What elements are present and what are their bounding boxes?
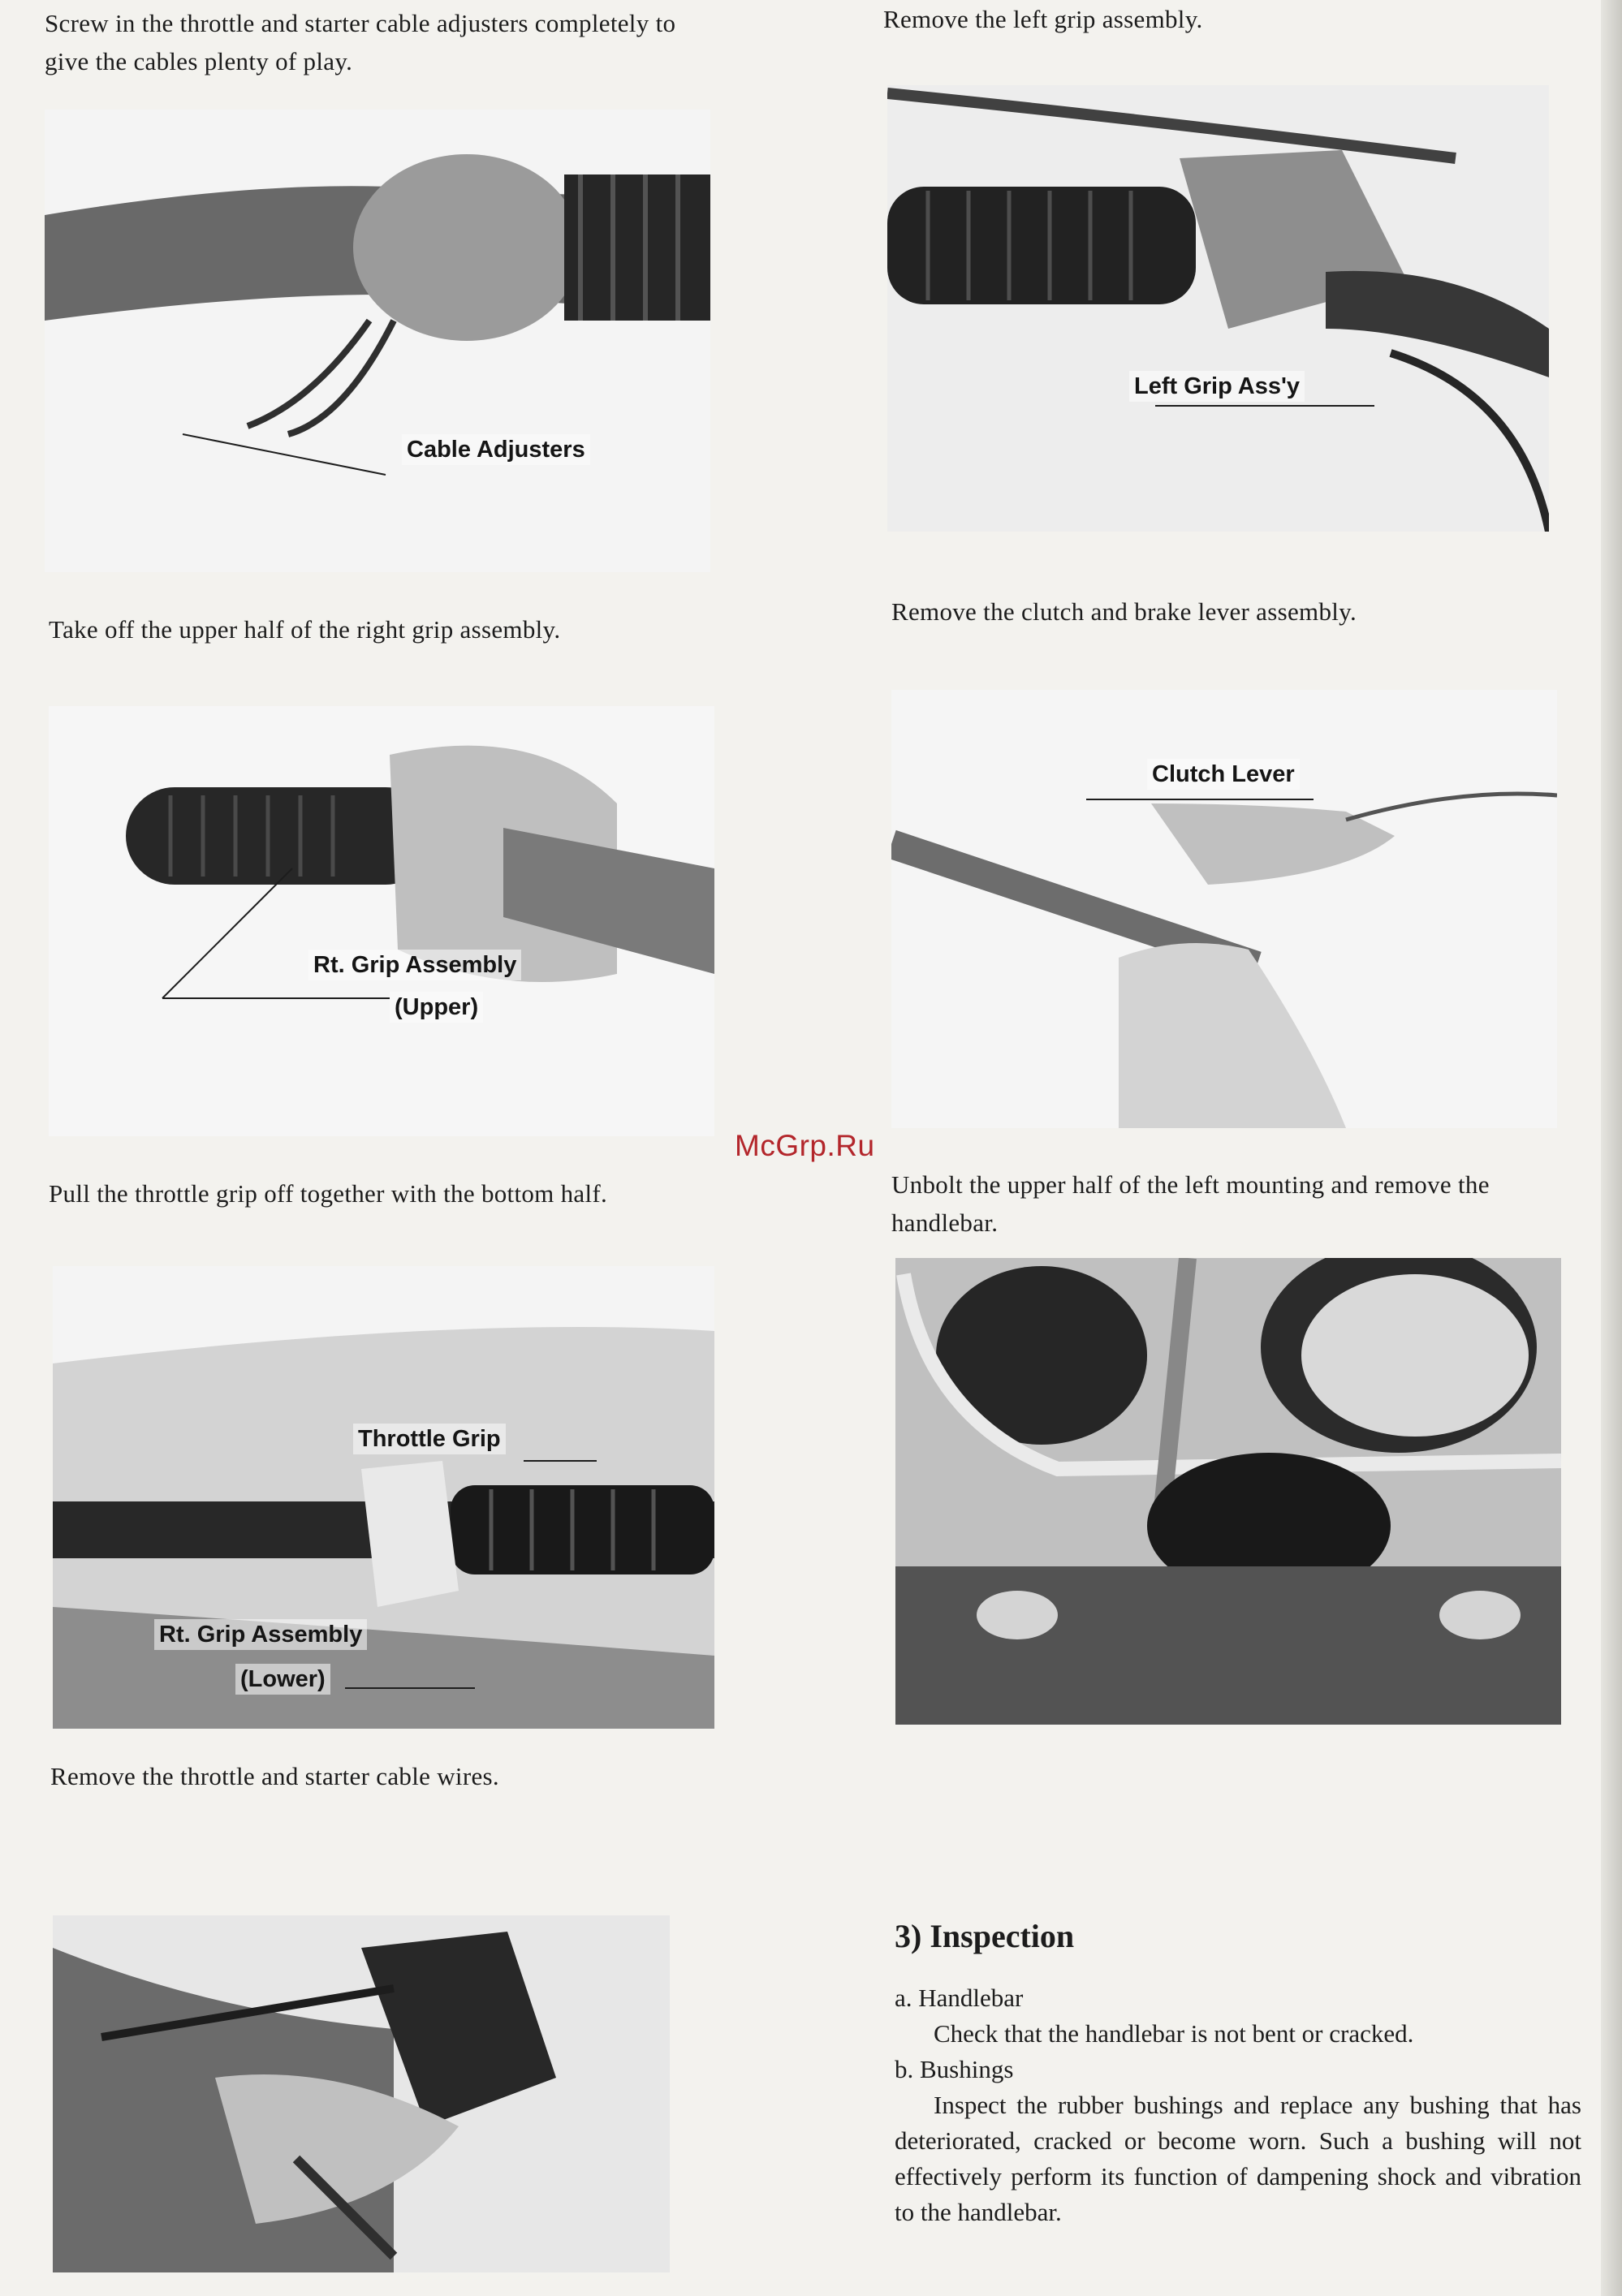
caption-throttle-grip: Pull the throttle grip off together with the bottom half.	[49, 1179, 608, 1208]
caption-handlebar-removal: Unbolt the upper half of the left mounting and remove the handlebar.	[891, 1170, 1490, 1237]
photo-cable-wires-drawing	[53, 1915, 670, 2272]
photo-throttle-grip-drawing	[53, 1266, 714, 1729]
label-rt-grip-upper-2: (Upper)	[390, 992, 483, 1023]
label-rt-grip-upper-1: Rt. Grip Assembly	[308, 950, 521, 980]
section-title-inspection: 3) Inspection	[895, 1918, 1075, 1954]
photo-clutch-lever-drawing	[891, 690, 1557, 1128]
photo-cable-adjusters-drawing	[45, 110, 710, 572]
photo-right-grip-upper-drawing	[49, 706, 714, 1136]
caption-left-grip: Remove the left grip assembly.	[883, 5, 1203, 33]
photo-handlebar-removal	[895, 1258, 1561, 1725]
watermark: McGrp.Ru	[735, 1129, 875, 1162]
label-cable-adjusters: Cable Adjusters	[402, 434, 590, 465]
page-edge	[1601, 0, 1622, 2296]
photo-cable-adjusters	[45, 110, 710, 572]
caption-right-grip-upper: Take off the upper half of the right grip assembly.	[49, 615, 561, 644]
photo-right-grip-upper	[49, 706, 714, 1136]
item-b-text: Inspect the rubber bushings and replace any bushing that has deteriorated, cracked or become worn. Such a bushing will not effectively perform its function of dampening shock and vibration to the handlebar.	[895, 2091, 1581, 2226]
caption-clutch-brake: Remove the clutch and brake lever assembly.	[891, 597, 1357, 626]
photo-left-grip-drawing	[887, 85, 1549, 532]
label-rt-grip-lower-2: (Lower)	[235, 1664, 330, 1695]
caption-cable-adjusters: Screw in the throttle and starter cable adjusters completely to give the cables plenty of play.	[45, 9, 676, 75]
photo-handlebar-removal-drawing	[895, 1258, 1561, 1725]
label-throttle-grip: Throttle Grip	[353, 1424, 506, 1454]
photo-cable-wires	[53, 1915, 670, 2272]
caption-cable-wires: Remove the throttle and starter cable wires.	[50, 1762, 499, 1790]
item-b-bushings: b. Bushings	[895, 2055, 1014, 2083]
label-left-grip: Left Grip Ass'y	[1129, 371, 1305, 402]
item-a-handlebar: a. Handlebar	[895, 1984, 1024, 2012]
photo-clutch-lever	[891, 690, 1557, 1128]
label-rt-grip-lower-1: Rt. Grip Assembly	[154, 1619, 367, 1650]
item-a-text: Check that the handlebar is not bent or cracked.	[934, 2019, 1414, 2048]
photo-throttle-grip	[53, 1266, 714, 1729]
label-clutch-lever: Clutch Lever	[1147, 759, 1300, 790]
photo-left-grip	[887, 85, 1549, 532]
